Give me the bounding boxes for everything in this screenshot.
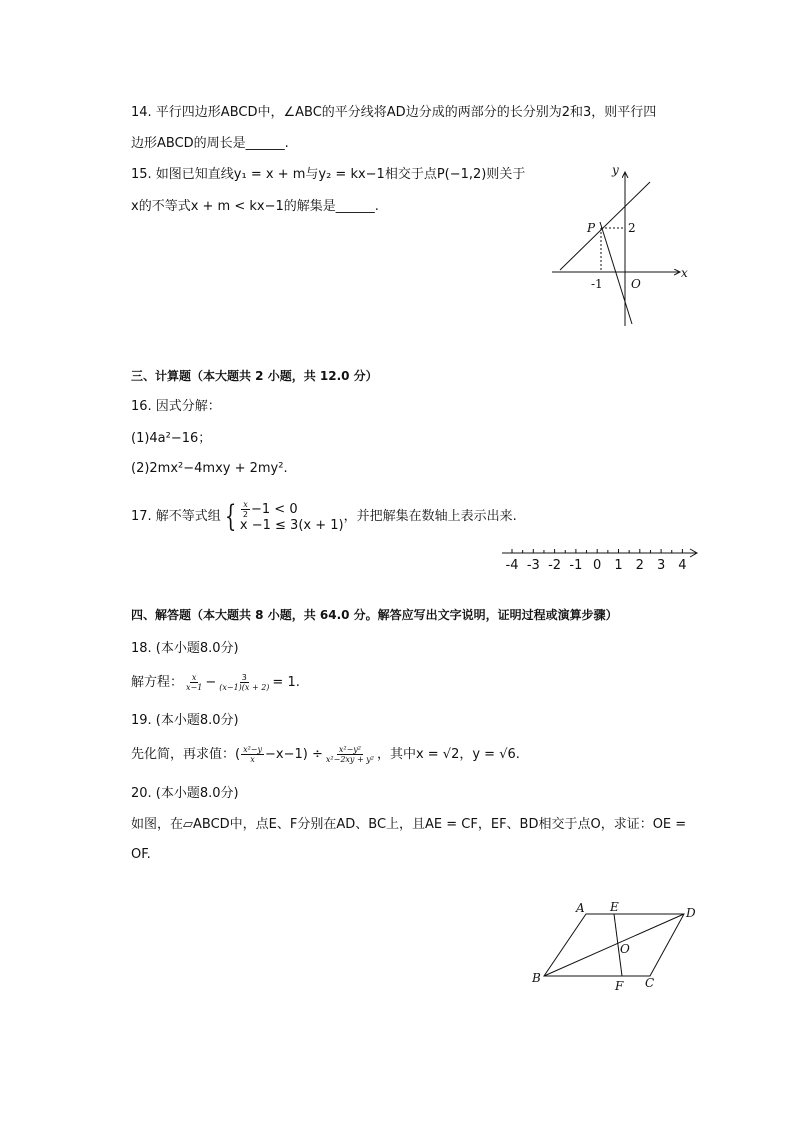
q17-lead: 17. 解不等式组	[131, 509, 221, 524]
q15-graph	[550, 160, 700, 330]
label-2: 2	[628, 221, 636, 235]
tick-label: 1	[614, 558, 623, 573]
tick-label: 4	[678, 558, 687, 573]
section-4-heading: 四、解答题（本大题共 8 小题，共 64.0 分。解答应写出文字说明，证明过程或演算步骤）	[131, 608, 618, 622]
tick-label: -2	[548, 558, 562, 573]
svg-text:A: A	[576, 901, 585, 915]
tick-label: -4	[505, 558, 519, 573]
svg-text:C: C	[645, 976, 655, 990]
tick-label: 0	[593, 558, 602, 573]
q20-parallelogram-figure	[528, 896, 708, 996]
q15-line2: x的不等式x + m < kx−1的解集是______.	[131, 199, 379, 214]
svg-text:O: O	[620, 942, 630, 956]
label-P: P	[587, 221, 596, 235]
label-O: O	[631, 277, 641, 291]
tick-label: -3	[526, 558, 540, 573]
q14-line1: 14. 平行四边形ABCD中，∠ABC的平分线将AD边分成的两部分的长分别为2和3，则平行四	[131, 105, 657, 120]
q18-title: 18. (本小题8.0分)	[131, 641, 239, 656]
q20-line2: OF.	[131, 847, 151, 862]
tick-label: 3	[656, 558, 666, 573]
q17-tail: ，并把解集在数轴上表示出来.	[343, 509, 517, 524]
q15-line1: 15. 如图已知直线y₁ = x + m与y₂ = kx−1相交于点P(−1,2)则关于	[131, 167, 526, 182]
label-neg1: -1	[591, 277, 603, 291]
section-3-heading: 三、计算题（本大题共 2 小题，共 12.0 分）	[131, 369, 378, 383]
svg-text:E: E	[610, 900, 619, 914]
q20-line1: 如图，在▱ABCD中，点E、F分别在AD、BC上，且AE = CF，EF、BD相交于点O，求证：OE =	[131, 817, 687, 832]
svg-text:B: B	[532, 971, 541, 985]
q17-line	[131, 500, 517, 533]
q19-expression: 先化简，再求值：( $\frac{\text{x²−y}}{x}$ −x−1) ÷ $\frac{\text{x²−y²}}{\text{x²−2xy + y²}}$ ，其中x = √2，y = √6.	[131, 745, 520, 764]
q18-equation: 解方程： $\frac{x}{x-1}$ − $\frac{3}{(x-1)(x + 2)}$ = 1.	[131, 673, 300, 692]
number-line	[498, 540, 703, 574]
q14-line2: 边形ABCD的周长是______.	[131, 136, 289, 151]
inequality-system	[240, 500, 344, 533]
q20-title: 20. (本小题8.0分)	[131, 786, 239, 801]
q19-title: 19. (本小题8.0分)	[131, 713, 239, 728]
line-y1	[560, 182, 650, 270]
inequality-2: x −1 ≤ 3(x + 1)	[239, 518, 344, 533]
svg-text:D: D	[686, 906, 696, 920]
q16-title: 16. 因式分解：	[131, 399, 221, 414]
label-y: y	[612, 163, 619, 177]
inequality-1: $\frac{x}{2}$ −1 < 0	[242, 500, 298, 519]
q16-part2: (2)2mx²−4mxy + 2my².	[131, 461, 288, 476]
label-x: x	[681, 266, 688, 280]
tick-label: -1	[569, 558, 583, 573]
brace: {	[224, 498, 237, 534]
q16-part1: (1)4a²−16；	[131, 431, 212, 446]
svg-text:F: F	[615, 979, 624, 993]
line-y2	[600, 222, 632, 324]
tick-label: 2	[635, 558, 644, 573]
